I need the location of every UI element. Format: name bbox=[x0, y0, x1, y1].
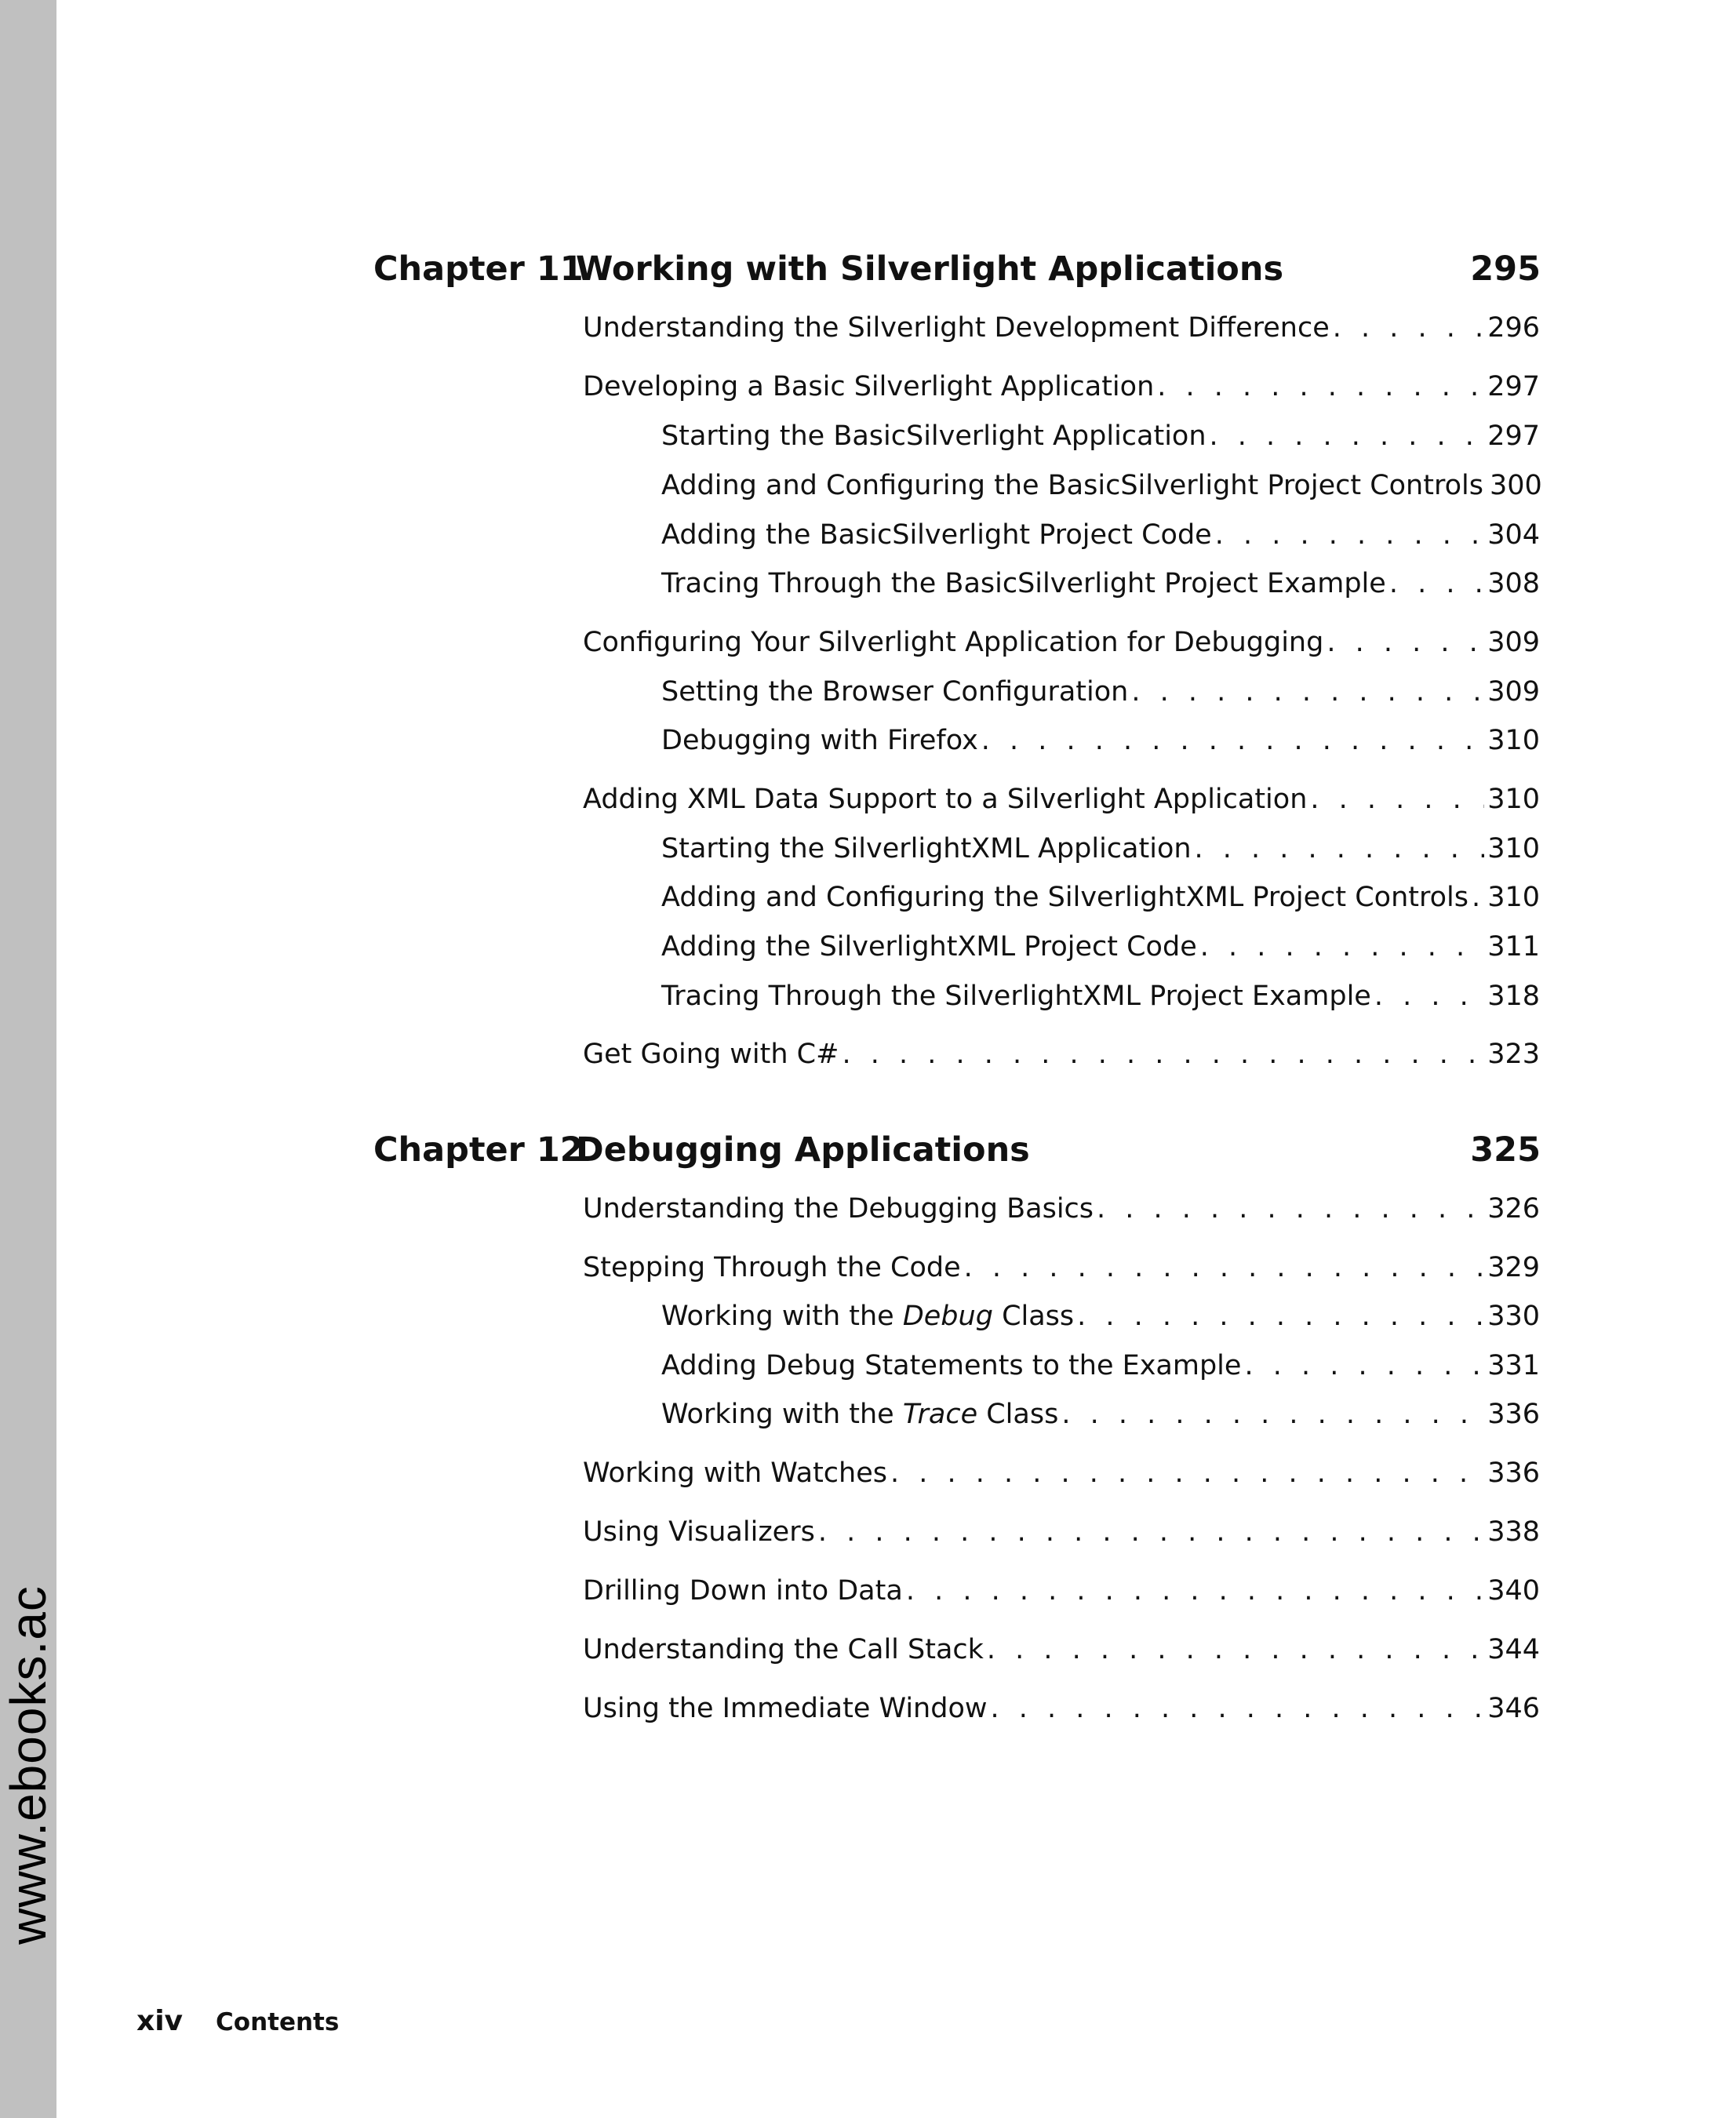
leader-dots bbox=[906, 1575, 1484, 1607]
toc-entry[interactable] bbox=[583, 1693, 1540, 1732]
entry-title: Understanding the Call Stack bbox=[583, 1634, 984, 1665]
toc-subentry[interactable] bbox=[661, 1301, 1540, 1340]
leader-dots bbox=[1195, 833, 1485, 864]
leader-dots bbox=[1077, 1301, 1484, 1332]
chapter-11-heading bbox=[373, 249, 1541, 312]
entry-page: 310 bbox=[1487, 725, 1540, 756]
toc-subentry[interactable] bbox=[661, 931, 1540, 970]
entry-title: Starting the BasicSilverlight Application bbox=[661, 420, 1206, 452]
entry-page: 309 bbox=[1487, 627, 1540, 658]
leader-dots bbox=[1333, 312, 1484, 344]
entry-page: 336 bbox=[1487, 1399, 1540, 1430]
entry-page: 344 bbox=[1487, 1634, 1540, 1665]
leader-dots bbox=[1389, 568, 1484, 599]
entry-page: 318 bbox=[1487, 981, 1540, 1012]
entry-page: 329 bbox=[1487, 1252, 1540, 1283]
toc-entry[interactable] bbox=[583, 312, 1540, 351]
chapter-page: 295 bbox=[1470, 249, 1541, 289]
entry-title: Debugging with Firefox bbox=[661, 725, 978, 756]
leader-dots bbox=[890, 1457, 1484, 1489]
toc-entry[interactable] bbox=[583, 1193, 1540, 1232]
entry-title: Configuring Your Silverlight Application for Debugging bbox=[583, 627, 1324, 658]
entry-page: 310 bbox=[1487, 882, 1540, 913]
entry-title: Adding Debug Statements to the Example bbox=[661, 1350, 1242, 1381]
entry-page: 326 bbox=[1487, 1193, 1540, 1225]
entry-title: Using Visualizers bbox=[583, 1516, 815, 1548]
entry-page: 309 bbox=[1487, 676, 1540, 708]
leader-dots bbox=[1374, 981, 1484, 1012]
entry-title-pre: Working with the bbox=[661, 1301, 903, 1332]
toc-subentry[interactable] bbox=[661, 1399, 1540, 1438]
toc-subentry[interactable] bbox=[661, 568, 1540, 607]
toc-subentry[interactable] bbox=[661, 1350, 1540, 1389]
leader-dots bbox=[964, 1252, 1485, 1283]
entry-title: Adding and Configuring the SilverlightXML Project Controls bbox=[661, 882, 1469, 913]
entry-page: 296 bbox=[1487, 312, 1540, 344]
leader-dots bbox=[842, 1039, 1484, 1070]
toc-entry[interactable] bbox=[583, 1575, 1540, 1614]
toc-subentry[interactable] bbox=[661, 833, 1540, 872]
leader-dots bbox=[1131, 676, 1484, 708]
leader-dots bbox=[1215, 519, 1484, 551]
entry-title: Stepping Through the Code bbox=[583, 1252, 961, 1283]
toc-subentry[interactable] bbox=[661, 420, 1540, 460]
entry-title: Working with Watches bbox=[583, 1457, 887, 1489]
chapter-label: Chapter 12 bbox=[373, 1130, 584, 1170]
entry-title bbox=[661, 1301, 1074, 1332]
entry-page: 308 bbox=[1487, 568, 1540, 599]
leader-dots bbox=[1200, 931, 1484, 963]
leader-dots bbox=[1061, 1399, 1484, 1430]
entry-title: Setting the Browser Configuration bbox=[661, 676, 1129, 708]
toc-subentry[interactable] bbox=[661, 676, 1540, 715]
entry-page: 340 bbox=[1487, 1575, 1540, 1607]
chapter-title: Working with Silverlight Applications bbox=[576, 249, 1284, 289]
leader-dots bbox=[990, 1693, 1484, 1724]
leader-dots bbox=[1244, 1350, 1484, 1381]
leader-dots bbox=[1210, 420, 1485, 452]
toc-entry[interactable] bbox=[583, 1252, 1540, 1291]
leader-dots bbox=[1097, 1193, 1484, 1225]
leader-dots bbox=[1157, 371, 1484, 402]
toc-entry[interactable] bbox=[583, 1457, 1540, 1497]
chapter-page: 325 bbox=[1470, 1130, 1541, 1170]
entry-title: Understanding the Debugging Basics bbox=[583, 1193, 1094, 1225]
entry-page: 323 bbox=[1487, 1039, 1540, 1070]
toc-entry[interactable] bbox=[583, 627, 1540, 666]
entry-page: 310 bbox=[1487, 784, 1540, 815]
entry-title: Understanding the Silverlight Development Difference bbox=[583, 312, 1330, 344]
entry-title-post: Class bbox=[977, 1399, 1059, 1430]
entry-title: Drilling Down into Data bbox=[583, 1575, 903, 1607]
leader-dots bbox=[987, 1634, 1484, 1665]
entry-title-pre: Working with the bbox=[661, 1399, 903, 1430]
running-section: Contents bbox=[216, 2008, 340, 2036]
entry-page: 346 bbox=[1487, 1693, 1540, 1724]
toc-entry[interactable] bbox=[583, 784, 1540, 823]
leader-dots bbox=[981, 725, 1484, 756]
entry-title: Developing a Basic Silverlight Application bbox=[583, 371, 1155, 402]
entry-page: 338 bbox=[1487, 1516, 1540, 1548]
toc-subentry[interactable] bbox=[661, 725, 1540, 764]
entry-title-post: Class bbox=[992, 1301, 1075, 1332]
entry-page: 311 bbox=[1487, 931, 1540, 963]
entry-page: 304 bbox=[1487, 519, 1540, 551]
entry-page: 336 bbox=[1487, 1457, 1540, 1489]
toc-entry[interactable] bbox=[583, 371, 1540, 410]
entry-title: Adding XML Data Support to a Silverlight Application bbox=[583, 784, 1308, 815]
entry-title bbox=[661, 1399, 1058, 1430]
toc-subentry[interactable] bbox=[661, 470, 1540, 509]
entry-title: Adding and Configuring the BasicSilverlight Project Controls bbox=[661, 470, 1483, 501]
chapter-label: Chapter 11 bbox=[373, 249, 584, 289]
toc-subentry[interactable] bbox=[661, 882, 1540, 921]
entry-page: 330 bbox=[1487, 1301, 1540, 1332]
entry-page: 331 bbox=[1487, 1350, 1540, 1381]
entry-title: Get Going with C# bbox=[583, 1039, 839, 1070]
watermark: www.ebooks.ac bbox=[0, 1585, 56, 1945]
toc-entry[interactable] bbox=[583, 1516, 1540, 1556]
leader-dots bbox=[1327, 627, 1484, 658]
page-number: xiv bbox=[136, 2005, 184, 2037]
chapter-12-heading bbox=[373, 1130, 1541, 1193]
entry-page: 310 bbox=[1487, 833, 1540, 864]
entry-title: Starting the SilverlightXML Application bbox=[661, 833, 1192, 864]
page-footer bbox=[136, 2005, 339, 2037]
entry-title-italic: Debug bbox=[902, 1301, 993, 1332]
entry-title: Adding the SilverlightXML Project Code bbox=[661, 931, 1197, 963]
toc-subentry[interactable] bbox=[661, 981, 1540, 1020]
chapter-title: Debugging Applications bbox=[576, 1130, 1030, 1170]
entry-title: Adding the BasicSilverlight Project Code bbox=[661, 519, 1212, 551]
entry-title: Tracing Through the SilverlightXML Project Example bbox=[661, 981, 1371, 1012]
entry-page: 297 bbox=[1487, 371, 1540, 402]
entry-title: Tracing Through the BasicSilverlight Project Example bbox=[661, 568, 1386, 599]
leader-dots bbox=[818, 1516, 1484, 1548]
entry-page: 297 bbox=[1487, 420, 1540, 452]
toc-subentry[interactable] bbox=[661, 519, 1540, 559]
leader-dots bbox=[1472, 882, 1484, 913]
toc-entry[interactable] bbox=[583, 1039, 1540, 1078]
entry-page: 300 bbox=[1489, 470, 1542, 501]
entry-title: Using the Immediate Window bbox=[583, 1693, 988, 1724]
entry-title-italic: Trace bbox=[902, 1399, 978, 1430]
leader-dots bbox=[1310, 784, 1484, 815]
toc-entry[interactable] bbox=[583, 1634, 1540, 1673]
